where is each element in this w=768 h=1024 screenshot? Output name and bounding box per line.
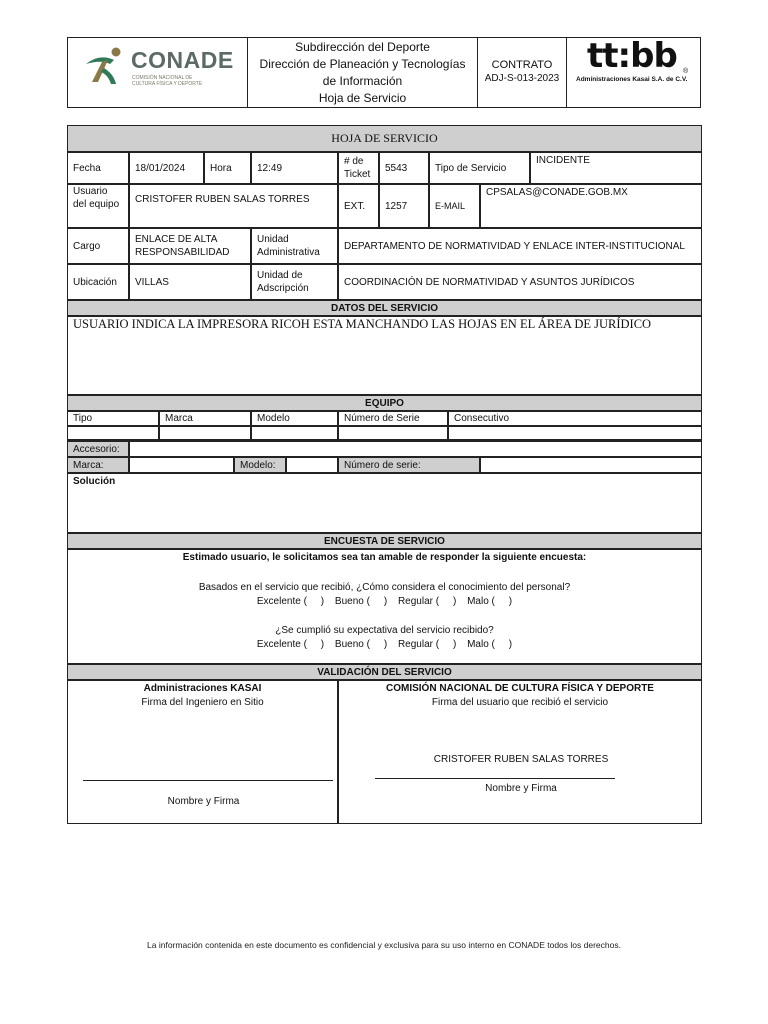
validacion-left [67,680,338,824]
col-tipo: Tipo [67,411,159,426]
header-title [248,38,478,107]
conade-logo [68,38,248,107]
confidentiality-footer: La información contenida en este documento es confidencial y exclusiva para su uso interno en CONADE todos los derechos. [147,940,621,950]
equipo-header: EQUIPO [67,395,702,411]
encuesta-intro: Estimado usuario, le solicitamos sea tan amable de responder la siguiente encuesta: [182,552,587,563]
header [67,37,701,108]
encuesta-options-1 [68,595,701,609]
col-modelo: Modelo [251,411,338,426]
usuario-label: Usuario del equipo [67,184,129,228]
cargo-value: ENLACE DE ALTA RESPONSABILIDAD [129,228,251,264]
validacion-header: VALIDACIÓN DEL SERVICIO [67,664,702,680]
col-marca: Marca [159,411,251,426]
header-title-line-1: Subdirección del Deporte [295,40,430,54]
option-malo-1[interactable]: Malo ( ) [467,596,513,607]
equipo-modelo-cell [251,426,338,440]
conade-name: CONADE [131,47,234,73]
conade-sign-label: Nombre y Firma [485,783,557,794]
kasai-org: Administraciones KASAI [143,683,262,694]
accesorio-modelo-value [286,457,338,473]
option-excelente-2[interactable]: Excelente ( ) [256,639,325,650]
option-malo-2[interactable]: Malo ( ) [467,639,513,650]
encuesta-header: ENCUESTA DE SERVICIO [67,533,702,549]
signer-name: CRISTOFER RUBEN SALAS TORRES [433,754,609,765]
contract-number: ADJ-S-013-2023 [484,73,560,84]
conade-org: COMISIÓN NACIONAL DE CULTURA FÍSICA Y DEPORTE [386,683,654,694]
usuario-value: CRISTOFER RUBEN SALAS TORRES [129,184,338,228]
ubicacion-label: Ubicación [67,264,129,300]
col-consecutivo: Consecutivo [448,411,702,426]
email-label: E-MAIL [429,184,480,228]
kasai-logo [567,38,700,107]
validacion-right [338,680,702,824]
kasai-mark: tt:bb [587,36,677,76]
registered-mark: ® [683,68,689,75]
email-value: CPSALAS@CONADE.GOB.MX [480,184,702,228]
conade-signature-line [375,778,615,779]
accesorio-marca-value [129,457,234,473]
tipo-servicio-value: INCIDENTE [530,152,702,184]
solucion-box [67,473,702,533]
option-bueno-2[interactable]: Bueno ( ) [334,639,388,650]
accesorio-serie-label: Número de serie: [338,457,480,473]
option-regular-1[interactable]: Regular ( ) [397,596,457,607]
solucion-label: Solución [73,476,116,487]
hora-label: Hora [204,152,251,184]
form-title: HOJA DE SERVICIO [67,125,702,152]
kasai-company: Administraciones Kasai S.A. de C.V. [576,76,688,83]
header-title-line-2: Dirección de Planeación y Tecnologías [259,57,466,71]
contract-label: CONTRATO [491,59,553,71]
conade-emblem-icon [82,46,126,88]
ticket-value: 5543 [379,152,429,184]
service-description: USUARIO INDICA LA IMPRESORA RICOH ESTA MANCHANDO LAS HOJAS EN EL ÁREA DE JURÍDICO [67,316,702,395]
ext-label: EXT. [338,184,379,228]
kasai-sign-label: Nombre y Firma [167,796,240,807]
encuesta-question-2: ¿Se cumplió su expectativa del servicio recibido? [275,625,494,636]
tipo-servicio-label: Tipo de Servicio [429,152,530,184]
option-bueno-1[interactable]: Bueno ( ) [334,596,388,607]
ticket-label: # de Ticket [338,152,379,184]
datos-servicio-header: DATOS DEL SERVICIO [67,300,702,316]
col-numero-serie: Número de Serie [338,411,448,426]
option-excelente-1[interactable]: Excelente ( ) [256,596,325,607]
contract-box [478,38,567,107]
unidad-ads-label: Unidad de Adscripción [251,264,338,300]
ext-value: 1257 [379,184,429,228]
equipo-consecutivo-cell [448,426,702,440]
hora-value: 12:49 [251,152,338,184]
accesorio-modelo-label: Modelo: [234,457,286,473]
header-title-line-3: de Información [322,74,403,88]
accesorio-value [129,441,702,457]
option-regular-2[interactable]: Regular ( ) [397,639,457,650]
kasai-signature-role: Firma del Ingeniero en Sitio [141,697,264,708]
accesorio-serie-value [480,457,702,473]
unidad-ads-value: COORDINACIÓN DE NORMATIVIDAD Y ASUNTOS JURÍDICOS [338,264,702,300]
accesorio-marca-label: Marca: [67,457,129,473]
conade-subtitle: COMISIÓN NACIONAL DE CULTURA FÍSICA Y DEPORTE [132,75,203,87]
encuesta-options-2 [68,638,701,652]
cargo-label: Cargo [67,228,129,264]
equipo-tipo-cell [67,426,159,440]
ubicacion-value: VILLAS [129,264,251,300]
header-title-line-4: Hoja de Servicio [318,91,407,105]
unidad-adm-label: Unidad Administrativa [251,228,338,264]
encuesta-question-1: Basados en el servicio que recibió, ¿Cómo considera el conocimiento del personal? [198,582,571,593]
equipo-marca-cell [159,426,251,440]
equipo-serie-cell [338,426,448,440]
conade-signature-role: Firma del usuario que recibió el servicio [431,697,609,708]
fecha-label: Fecha [67,152,129,184]
unidad-adm-value: DEPARTAMENTO DE NORMATIVIDAD Y ENLACE INTER-INSTITUCIONAL [338,228,702,264]
accesorio-label: Accesorio: [67,441,129,457]
encuesta-body [67,549,702,664]
kasai-signature-line [83,780,333,781]
fecha-value: 18/01/2024 [129,152,204,184]
